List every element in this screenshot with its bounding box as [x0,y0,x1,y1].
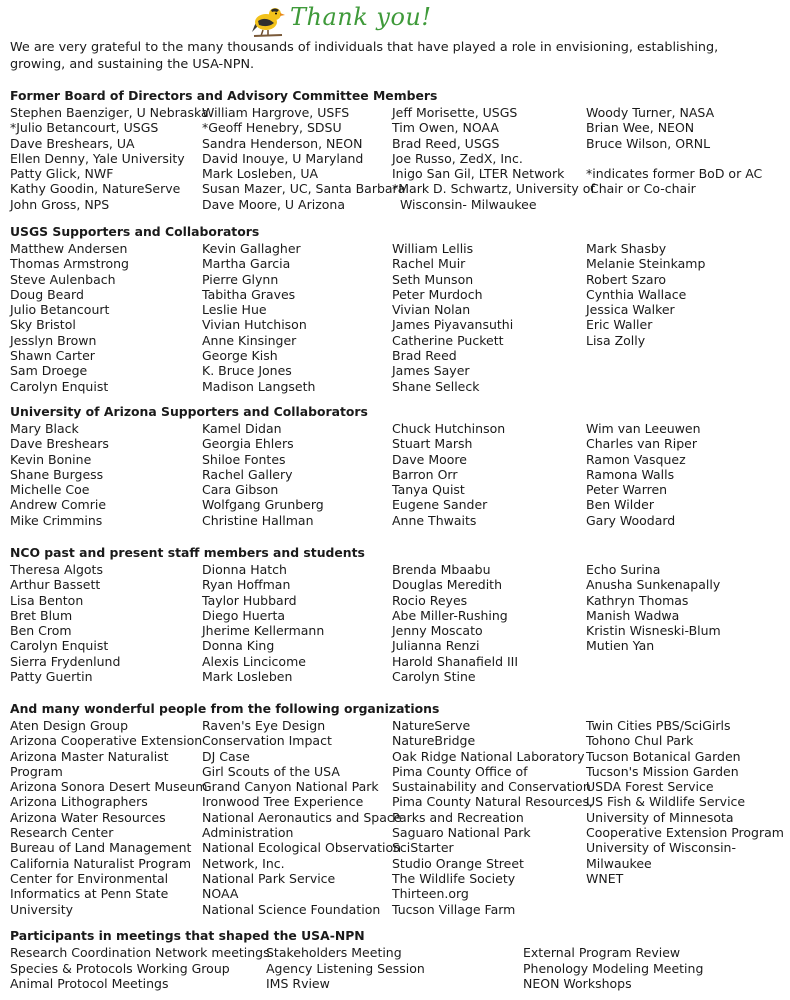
list-item: Manish Wadwa [586,607,680,623]
list-item: Agency Listening Session [266,960,425,976]
list-item: K. Bruce Jones [202,363,292,379]
thank-you-title: Thank you! [290,3,432,31]
list-item: DJ Case [202,748,250,764]
list-item: Chair or Co-chair [586,181,696,197]
list-item: External Program Review [523,945,681,960]
list-item: Peter Murdoch [392,286,483,302]
list-item: Joe Russo, ZedX, Inc. [392,150,523,166]
list-item: Arizona Master Naturalist [10,748,169,764]
list-item: Sustainability and Conservation [392,779,591,795]
name-column [10,105,209,212]
list-item: William Lellis [392,241,474,256]
list-item: Gary Woodard [586,512,676,528]
name-grid [10,105,780,213]
list-item: Informatics at Penn State [10,886,169,902]
list-item: Research Center [10,825,114,841]
page-header [0,0,790,40]
list-item: *Geoff Henebry, SDSU [202,120,342,136]
list-item: Alexis Lincicome [202,653,306,669]
list-item: Anne Kinsinger [202,332,297,348]
list-item: Pima County Natural Resources, [392,794,593,810]
list-item: James Piyavansuthi [392,317,514,333]
list-item: Arizona Water Resources [10,809,166,825]
list-item: Tanya Quist [392,482,465,498]
list-item: Eric Waller [586,317,653,333]
list-item: National Science Foundation [202,901,381,917]
list-item: Sam Droege [10,363,88,379]
list-item: Tohono Chul Park [586,733,694,749]
list-item: Mark Losleben, UA [202,166,319,182]
list-item: Conservation Impact [202,733,332,749]
list-item: Carolyn Stine [392,669,476,685]
list-item: IMS Rview [266,976,330,991]
name-grid [10,562,780,686]
list-item: Ramon Vasquez [586,451,686,467]
list-item: Melanie Steinkamp [586,256,706,272]
list-item: Ben Crom [10,623,72,639]
name-column [202,718,401,917]
list-item: Patty Guertin [10,669,93,685]
list-item: Dave Breshears, UA [10,135,135,151]
list-item: Bureau of Land Management [10,840,192,856]
section-title: Former Board of Directors and Advisory Committee Members [10,88,438,103]
list-item: Dionna Hatch [202,562,287,577]
list-item: Center for Environmental [10,870,169,886]
list-item: Martha Garcia [202,256,291,272]
list-item: Mark Losleben [202,669,293,685]
list-item: Vivian Hutchison [202,317,307,333]
name-column [392,562,518,684]
list-item: Lisa Benton [10,592,84,608]
list-item: Kristin Wisneski-Blum [586,623,721,639]
list-item: Studio Orange Street [392,855,524,871]
list-item: Kevin Gallagher [202,241,301,256]
list-item: Julio Betancourt [10,302,110,318]
list-item: Tabitha Graves [202,286,296,302]
name-column [10,718,207,917]
name-column [392,421,505,528]
name-column [202,105,405,212]
list-item: David Inouye, U Maryland [202,150,364,166]
list-item: Oak Ridge National Laboratory [392,748,585,764]
list-item: USDA Forest Service [586,779,714,795]
list-item: Milwaukee [586,855,652,871]
section-arizona [10,404,780,529]
list-item: Stephen Baenziger, U Nebraska [10,105,209,120]
list-item: National Ecological Observation [202,840,402,856]
list-item: University of Minnesota [586,809,734,825]
list-item: Jesslyn Brown [10,332,97,348]
name-column [202,241,315,394]
name-column [202,421,324,528]
list-item: Echo Surina [586,562,661,577]
list-item: Eugene Sander [392,497,488,513]
list-item: NatureServe [392,718,471,733]
list-item: Ben Wilder [586,497,654,513]
list-item: Carolyn Enquist [10,638,109,654]
name-column [392,718,593,917]
list-item: Jeff Morisette, USGS [392,105,518,120]
list-item: Research Coordination Network meetings [10,945,270,960]
list-item: Robert Szaro [586,271,667,287]
list-item: Kevin Bonine [10,451,92,467]
name-column [392,105,595,212]
list-item: Dave Moore [392,451,467,467]
list-item: Douglas Meredith [392,577,503,593]
list-item: Stakeholders Meeting [266,945,402,960]
intro-text: We are very grateful to the many thousands of individuals that have played a role in envisioning, establishing, growing, and sustaining the USA-NPN. [10,40,719,72]
list-item: Shane Selleck [392,378,480,394]
list-item: Arizona Lithographers [10,794,148,810]
list-item: SciStarter [392,840,454,856]
name-column [586,105,762,212]
list-item: Steve Aulenbach [10,271,116,287]
list-item: Anusha Sunkenapally [586,577,721,593]
list-item: Saguaro National Park [392,825,531,841]
list-item: *Mark D. Schwartz, University of [392,181,595,197]
list-item: Mike Crimmins [10,512,103,528]
list-item: Dave Breshears [10,436,109,452]
list-item: *Julio Betancourt, USGS [10,120,159,136]
list-item: Kathy Goodin, NatureServe [10,181,181,197]
list-item: Jherime Kellermann [202,623,325,639]
list-item: Ironwood Tree Experience [202,794,364,810]
list-item: Rachel Muir [392,256,466,272]
list-item: NatureBridge [392,733,476,749]
list-item: John Gross, NPS [10,196,110,212]
list-item: WNET [586,870,624,886]
meeting-grid [10,945,780,993]
list-item: Species & Protocols Working Group [10,960,230,976]
list-item: Vivian Nolan [392,302,471,318]
list-item: James Sayer [392,363,470,379]
list-item: Julianna Renzi [392,638,480,654]
list-item: Administration [202,825,294,841]
section-title: And many wonderful people from the following organizations [10,701,440,716]
list-item: Patty Glick, NWF [10,166,114,182]
list-item: Network, Inc. [202,855,285,871]
list-item: Sandra Henderson, NEON [202,135,363,151]
list-item: California Naturalist Program [10,855,192,871]
name-column [10,421,109,528]
section-nco-staff [10,545,780,686]
list-item: Barron Orr [392,466,458,482]
name-column [10,562,120,684]
list-item: Lisa Zolly [586,332,646,348]
list-item: Mutien Yan [586,638,655,654]
section-title: USGS Supporters and Collaborators [10,224,260,239]
list-item: Sky Bristol [10,317,76,333]
section-title: Participants in meetings that shaped the USA-NPN [10,928,365,943]
list-item: Diego Huerta [202,607,286,623]
list-item: Jessica Walker [586,302,675,318]
list-item: Kamel Didan [202,421,282,436]
list-item: Girl Scouts of the USA [202,763,340,779]
list-item: Theresa Algots [10,562,103,577]
list-item: Abe Miller-Rushing [392,607,508,623]
list-item: Brian Wee, NEON [586,120,695,136]
list-item: Madison Langseth [202,378,316,394]
list-item: Brenda Mbaabu [392,562,491,577]
list-item: Charles van Riper [586,436,697,452]
list-item: Shiloe Fontes [202,451,286,467]
list-item: Phenology Modeling Meeting [523,960,704,976]
list-item: National Park Service [202,870,336,886]
list-item: The Wildlife Society [392,870,516,886]
list-item: Catherine Puckett [392,332,504,348]
list-item: Aten Design Group [10,718,129,733]
list-item: Shawn Carter [10,348,95,364]
list-item: Bruce Wilson, ORNL [586,135,711,151]
list-item: Cooperative Extension Program [586,825,784,841]
list-item: Kathryn Thomas [586,592,689,608]
list-item: Tucson's Mission Garden [586,763,739,779]
list-item: Shane Burgess [10,466,104,482]
section-title: University of Arizona Supporters and Collaborators [10,404,368,419]
list-item: Donna King [202,638,275,654]
list-item: Anne Thwaits [392,512,477,528]
list-item: Sierra Frydenlund [10,653,121,669]
name-grid [10,241,780,396]
list-item: NEON Workshops [523,976,632,991]
list-item: Dave Moore, U Arizona [202,196,346,212]
list-item: Rocio Reyes [392,592,468,608]
list-item: *indicates former BoD or AC [586,166,763,182]
list-item: Arthur Bassett [10,577,101,593]
list-item: Inigo San Gil, LTER Network [392,166,565,182]
name-column [10,241,129,394]
name-grid [10,421,780,529]
list-item: Wolfgang Grunberg [202,497,324,513]
list-item: Matthew Andersen [10,241,128,256]
name-column [586,718,784,886]
list-item: Leslie Hue [202,302,267,318]
name-column [202,562,324,684]
list-item: Wisconsin- Milwaukee [392,196,537,212]
list-item: Jenny Moscato [392,623,483,639]
section-participants [10,928,780,993]
list-item: University [10,901,74,917]
list-item: Arizona Cooperative Extension [10,733,203,749]
list-item: Doug Beard [10,286,84,302]
list-item: Woody Turner, NASA [586,105,715,120]
name-column [392,241,513,394]
list-item: Bret Blum [10,607,73,623]
name-column [10,945,270,992]
list-item: NOAA [202,886,239,902]
section-usgs [10,224,780,396]
list-item: George Kish [202,348,278,364]
list-item: Thomas Armstrong [10,256,129,272]
list-item: Taylor Hubbard [202,592,297,608]
list-item: US Fish & Wildlife Service [586,794,746,810]
list-item: Andrew Comrie [10,497,107,513]
list-item: Twin Cities PBS/SciGirls [586,718,731,733]
list-item: Ramona Walls [586,466,675,482]
list-item: Pima County Office of [392,763,528,779]
list-item [586,197,762,212]
list-item [586,151,762,166]
list-item: Raven's Eye Design [202,718,326,733]
list-item: Wim van Leeuwen [586,421,701,436]
list-item: Parks and Recreation [392,809,524,825]
name-column [266,945,425,992]
list-item: Stuart Marsh [392,436,473,452]
list-item: Thirteen.org [392,886,469,902]
list-item: Peter Warren [586,482,668,498]
list-item: National Aeronautics and Space [202,809,402,825]
list-item: Brad Reed, USGS [392,135,500,151]
list-item: Cynthia Wallace [586,286,687,302]
list-item: Rachel Gallery [202,466,293,482]
list-item: University of Wisconsin- [586,840,736,856]
list-item: Brad Reed [392,348,457,364]
list-item: Cara Gibson [202,482,279,498]
section-title: NCO past and present staff members and students [10,545,365,560]
name-column [586,241,705,348]
list-item: Seth Munson [392,271,474,287]
list-item: Ryan Hoffman [202,577,291,593]
section-board [10,88,780,213]
goldfinch-bird-icon [246,2,286,38]
list-item: Mark Shasby [586,241,667,256]
list-item: Tim Owen, NOAA [392,120,499,136]
list-item: Program [10,763,63,779]
name-column [586,562,721,654]
list-item: Susan Mazer, UC, Santa Barbara [202,181,406,197]
list-item: William Hargrove, USFS [202,105,350,120]
list-item: Tucson Botanical Garden [586,748,741,764]
name-column [586,421,701,528]
list-item: Georgia Ehlers [202,436,294,452]
name-column [523,945,703,992]
list-item: Carolyn Enquist [10,378,109,394]
section-organizations [10,701,784,918]
list-item: Chuck Hutchinson [392,421,506,436]
list-item: Grand Canyon National Park [202,779,379,795]
name-grid [10,718,784,918]
list-item: Michelle Coe [10,482,90,498]
list-item: Christine Hallman [202,512,314,528]
list-item: Arizona Sonora Desert Museum [10,779,208,795]
list-item: Animal Protocol Meetings [10,976,169,991]
list-item: Pierre Glynn [202,271,279,287]
list-item: Ellen Denny, Yale University [10,150,185,166]
list-item: Mary Black [10,421,79,436]
list-item: Harold Shanafield III [392,653,519,669]
list-item: Tucson Village Farm [392,901,516,917]
